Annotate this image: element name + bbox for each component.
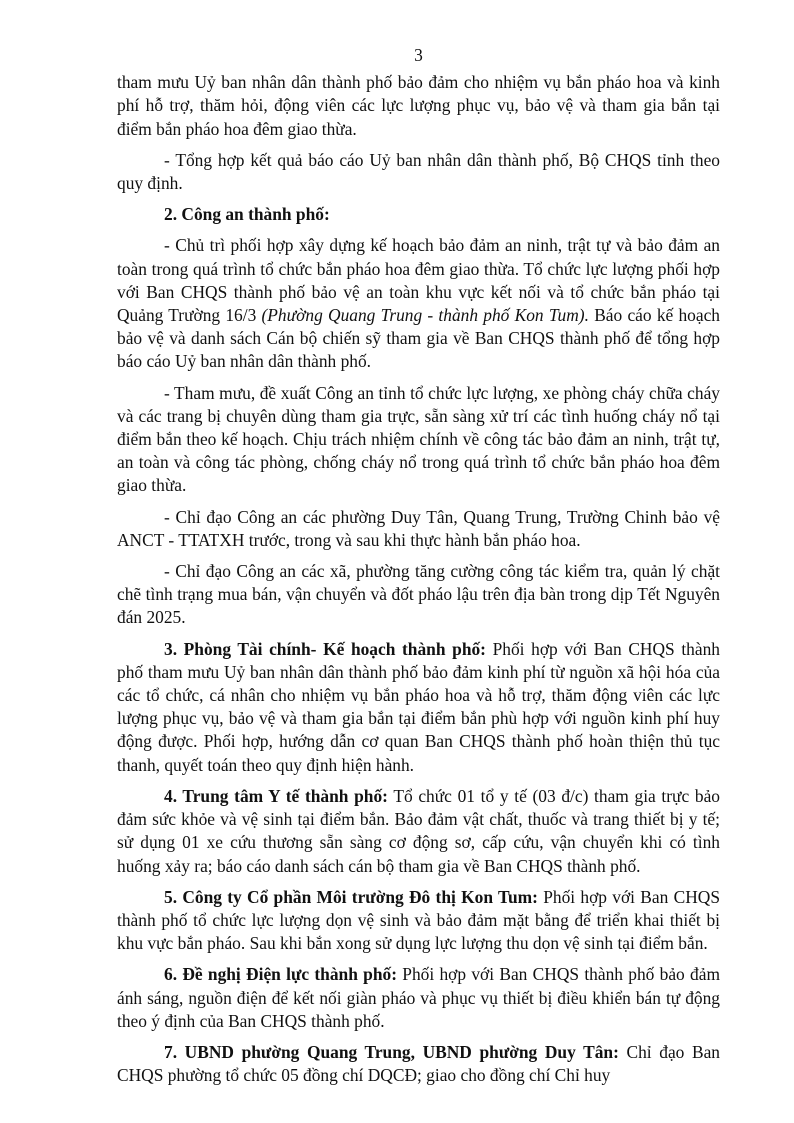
paragraph-continuation: tham mưu Uỷ ban nhân dân thành phố bảo đảm cho nhiệm vụ bắn pháo hoa và kinh phí hỗ trợ, thăm hỏi, động viên các lực lượng phục vụ, bảo vệ và tham gia bắn tại điểm bắn pháo hoa đêm giao thừa.: [117, 72, 720, 139]
paragraph-ward-committees: [117, 1041, 720, 1087]
paragraph-police-security-plan: [117, 234, 720, 373]
section-heading-health: 4. Trung tâm Y tế thành phố:: [164, 785, 388, 806]
section-heading-police: 2. Công an thành phố:: [164, 204, 330, 225]
location-note: (Phường Quang Trung - thành phố Kon Tum).: [261, 305, 589, 326]
page-number: 3: [414, 45, 423, 65]
paragraph-health-center: [117, 785, 720, 878]
text-run: Phối hợp với Ban CHQS thành phố tham mưu Uỷ ban nhân dân thành phố bảo đảm kinh phí từ nguồn xã hội hóa của các tổ chức, cá nhân cho nhiệm vụ bắn pháo hoa và hỗ trợ, thăm động viên các lực lượng phục vụ, bảo vệ và tham gia bắn tại điểm bắn phù hợp với nguồn kinh phí huy động được. Phối hợp, hướng dẫn cơ quan Ban CHQS thành phố hoàn thiện thủ tục thanh, quyết toán theo quy định hiện hành.: [117, 638, 720, 775]
text-run: Phối hợp với Ban CHQS thành phố bảo đảm ánh sáng, nguồn điện để kết nối giàn pháo và phục vụ thiết bị điều khiển bán tự động theo ý định của Ban CHQS thành phố.: [117, 964, 720, 1031]
text-run: Tổ chức 01 tổ y tế (03 đ/c) tham gia trực bảo đảm sức khỏe và vệ sinh tại điểm bắn. Bảo đảm vật chất, thuốc và trang thiết bị y tế; sử dụng 01 xe cứu thương sẵn sàng cơ động sơ, cấp cứu, vận chuyển khi có tình huống xảy ra; báo cáo danh sách cán bộ tham gia về Ban CHQS thành phố.: [117, 785, 720, 876]
section-heading-electricity: 6. Đề nghị Điện lực thành phố:: [164, 964, 398, 985]
paragraph-police-wards: - Chỉ đạo Công an các phường Duy Tân, Quang Trung, Trường Chinh bảo vệ ANCT - TTATXH trước, trong và sau khi thực hành bắn pháo hoa.: [117, 506, 720, 550]
paragraph-police-illegal-fireworks: - Chỉ đạo Công an các xã, phường tăng cường công tác kiểm tra, quản lý chặt chẽ tình trạng mua bán, vận chuyển và đốt pháo lậu trên địa bàn trong dịp Tết Nguyên đán 2025.: [117, 561, 720, 628]
text-run: Chỉ đạo Ban CHQS phường tổ chức 05 đồng chí DQCĐ; giao cho đồng chí Chỉ huy: [117, 1041, 720, 1086]
paragraph-environment-company: [117, 886, 720, 956]
section-heading-environment: 5. Công ty Cổ phần Môi trường Đô thị Kon Tum:: [164, 886, 538, 907]
paragraph-report-summary: - Tổng hợp kết quả báo cáo Uỷ ban nhân dân thành phố, Bộ CHQS tỉnh theo quy định.: [117, 149, 720, 194]
text-run: Phối hợp với Ban CHQS thành phố tổ chức lực lượng dọn vệ sinh và bảo đảm mặt bằng để triển khai thiết bị khu vực bắn pháo. Sau khi bắn xong sử dụng lực lượng thu dọn vệ sinh tại điểm bắn.: [117, 886, 720, 954]
document-page: [117, 44, 720, 1095]
paragraph-police-fire-prevention: - Tham mưu, đề xuất Công an tỉnh tổ chức lực lượng, xe phòng cháy chữa cháy và các trang bị chuyên dùng tham gia trực, sẵn sàng xử trí các tình huống cháy nổ tại điểm bắn theo kế hoạch. Chịu trách nhiệm chính về công tác bảo đảm an ninh, trật tự, an toàn và công tác phòng, chống cháy nổ trong quá trình tổ chức bắn pháo hoa đêm giao thừa.: [117, 382, 720, 496]
text-run: - Chủ trì phối hợp xây dựng kế hoạch bảo đảm an ninh, trật tự và bảo đảm an toàn trong quá trình tổ chức bắn pháo hoa đêm giao thừa. Tổ chức lực lượng phối hợp với Ban CHQS thành phố bảo vệ an toàn khu vực kết nối và tổ chức bắn pháo tại Quảng Trường 16/3: [117, 235, 720, 326]
section-heading-wards: 7. UBND phường Quang Trung, UBND phường Duy Tân:: [164, 1041, 619, 1062]
text-run: Báo cáo kế hoạch bảo vệ và danh sách Cán bộ chiến sỹ tham gia về Ban CHQS thành phố để tổng hợp báo cáo Uỷ ban nhân dân thành phố.: [117, 305, 720, 372]
paragraph-electricity: [117, 963, 720, 1033]
section-heading-finance: 3. Phòng Tài chính- Kế hoạch thành phố:: [164, 638, 486, 659]
paragraph-finance-office: [117, 638, 720, 777]
